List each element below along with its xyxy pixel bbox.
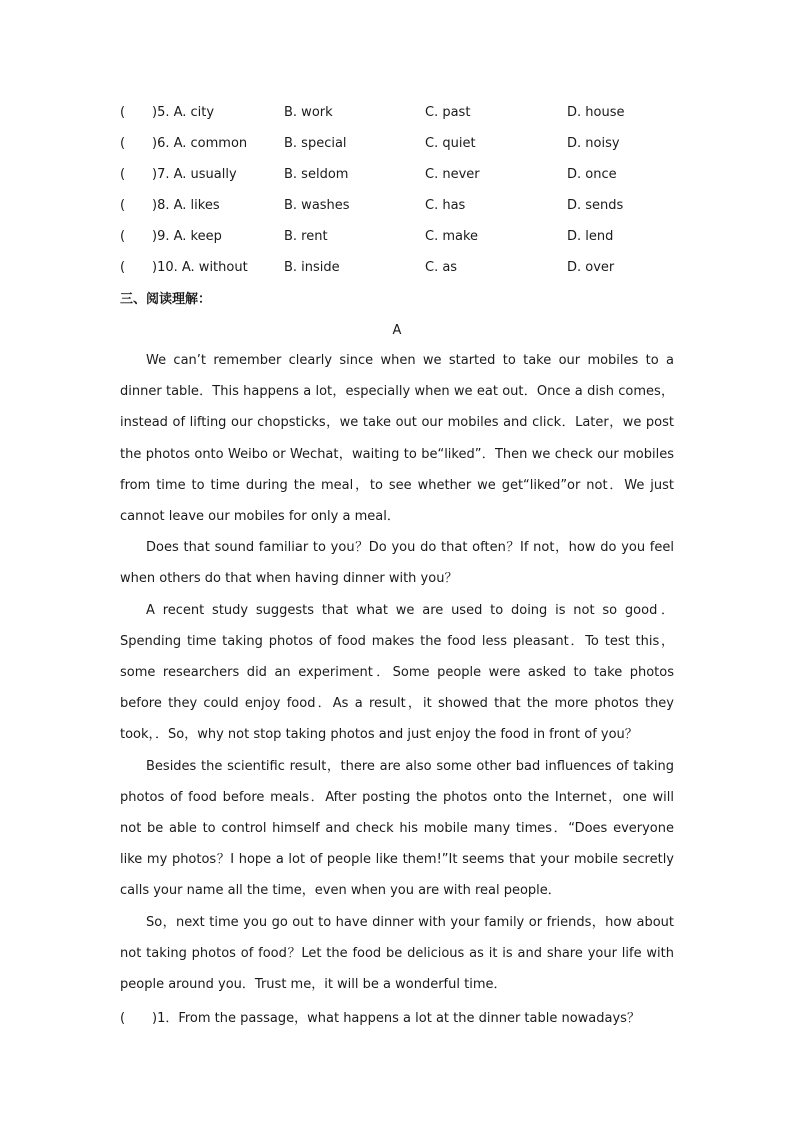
choice-row	[120, 221, 680, 252]
choice-row	[120, 159, 680, 190]
option-d: D. sends	[567, 198, 624, 213]
option-c: C. past	[425, 105, 471, 120]
answer-bracket: (	[120, 260, 126, 275]
answer-bracket: (	[120, 136, 126, 151]
option-b: B. inside	[284, 260, 340, 275]
passage-paragraph: We can’t remember clearly since when we started to take our mobiles to a dinner table．This happens a lot，especially when we eat out．Once a dish comes，instead of lifting our chopsticks，we take out our mobiles and click．Later，we post the photos onto Weibo or Wechat，waiting to be“liked”．Then we check our mobiles from time to time during the meal，to see whether we get“liked”or not．We just cannot leave our mobiles for only a meal．	[120, 353, 674, 525]
option-d: D. house	[567, 105, 625, 120]
passage-paragraph: Does that sound familiar to you？Do you do that often？If not，how do you feel when others do that when having dinner with you？	[120, 540, 674, 587]
option-c: C. never	[425, 167, 480, 182]
answer-bracket: (	[120, 229, 126, 244]
option-c: C. make	[425, 229, 479, 244]
option-b: B. work	[284, 105, 333, 120]
choice-row	[120, 252, 680, 283]
option-a: )6. A. common	[152, 136, 248, 151]
option-b: B. special	[284, 136, 347, 151]
option-d: D. over	[567, 260, 615, 275]
option-a: )5. A. city	[152, 105, 215, 120]
option-b: B. seldom	[284, 167, 349, 182]
passage-paragraph: So，next time you go out to have dinner with your family or friends，how about not taking photos of food？Let the food be delicious as it is and share your life with people around you．Trust me，it will be a wonderful time．	[120, 914, 674, 993]
passage-paragraph: Besides the scientific result，there are also some other bad influences of taking photos of food before meals．After posting the photos onto the Internet，one will not be able to control himself and check his mobile many times．“Does everyone like my photos？I hope a lot of people like them!”It seems that your mobile secretly calls your name all the time，even when you are with real people．	[120, 758, 674, 899]
option-d: D. once	[567, 167, 617, 182]
passage-paragraph: A recent study suggests that what we are used to doing is not so good．Spending time taking photos of food makes the food less pleasant．To test this，some researchers did an experiment．Some people were asked to take photos before they could enjoy food．As a result，it showed that the more photos they took，．So，why not stop taking photos and just enjoy the food in front of you？	[120, 602, 674, 743]
answer-bracket: (	[120, 105, 126, 120]
choice-row	[120, 190, 680, 221]
choice-row	[120, 128, 680, 159]
answer-bracket: (	[120, 198, 126, 213]
multiple-choice-list	[120, 97, 680, 283]
reading-passage	[120, 345, 674, 1000]
option-c: C. as	[425, 260, 458, 275]
section-heading-reading: 三、阅读理解：	[120, 292, 212, 307]
option-b: B. washes	[284, 198, 350, 213]
question-text: )1．From the passage，what happens a lot at the dinner table nowadays？	[152, 1011, 640, 1026]
option-a: )9. A. keep	[152, 229, 222, 244]
option-a: )7. A. usually	[152, 167, 237, 182]
option-c: C. has	[425, 198, 466, 213]
option-a: )8. A. likes	[152, 198, 220, 213]
choice-row	[120, 97, 680, 128]
option-d: D. lend	[567, 229, 614, 244]
answer-bracket: (	[120, 167, 126, 182]
option-a: )10. A. without	[152, 260, 248, 275]
answer-bracket: (	[120, 1011, 126, 1026]
option-b: B. rent	[284, 229, 328, 244]
question-1	[120, 1003, 680, 1034]
passage-title: A	[392, 323, 402, 338]
option-d: D. noisy	[567, 136, 620, 151]
option-c: C. quiet	[425, 136, 476, 151]
